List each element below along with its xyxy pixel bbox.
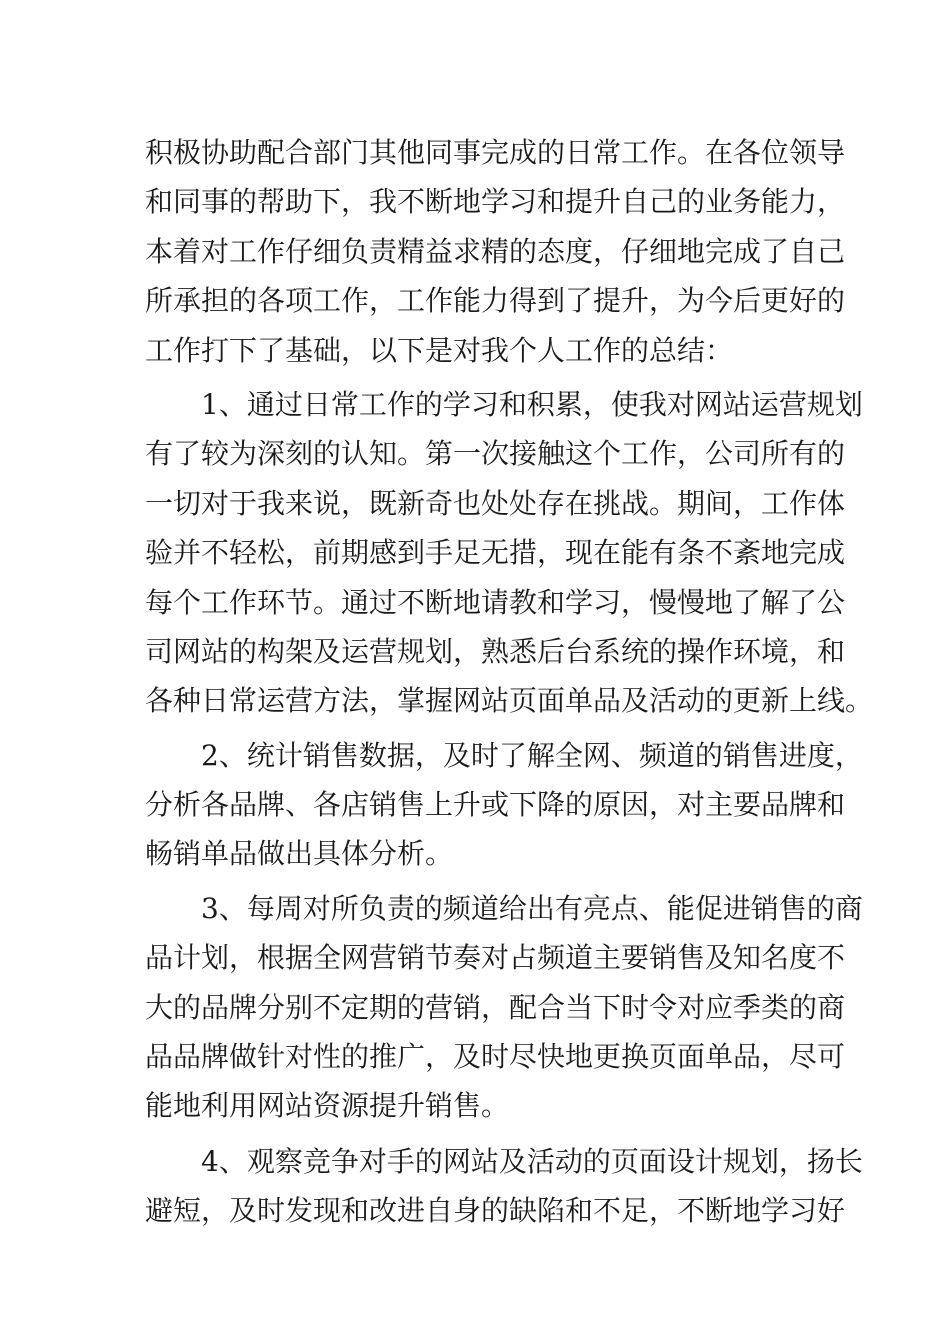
text-line: 分析各品牌、各店销售上升或下降的原因，对主要品牌和 — [145, 788, 846, 822]
body-text — [145, 128, 874, 1236]
text-line: 工作打下了基础，以下是对我个人工作的总结： — [145, 333, 734, 367]
text-line: 有了较为深刻的认知。第一次接触这个工作，公司所有的 — [145, 437, 846, 471]
text-line: 避短，及时发现和改进自身的缺陷和不足，不断地学习好 — [145, 1194, 846, 1228]
text-line: 所承担的各项工作，工作能力得到了提升，为今后更好的 — [145, 284, 846, 318]
text-line: 品计划，根据全网营销节奏对占频道主要销售及知名度不 — [145, 941, 846, 975]
text-line: 积极协助配合部门其他同事完成的日常工作。在各位领导 — [145, 136, 846, 169]
text-line: 2、统计销售数据，及时了解全网、频道的销售进度， — [201, 738, 863, 772]
text-line: 司网站的构架及运营规划，熟悉后台系统的操作环境，和 — [145, 634, 846, 668]
text-line: 畅销单品做出具体分析。 — [145, 837, 454, 871]
text-line: 品品牌做针对性的推广，及时尽快地更换页面单品，尽可 — [145, 1040, 846, 1074]
text-line: 1、通过日常工作的学习和积累，使我对网站运营规划 — [201, 387, 863, 421]
text-line: 和同事的帮助下，我不断地学习和提升自己的业务能力， — [145, 185, 846, 219]
text-line: 每个工作环节。通过不断地请教和学习，慢慢地了解了公 — [145, 585, 846, 619]
text-line: 能地利用网站资源提升销售。 — [145, 1089, 510, 1123]
text-line: 大的品牌分别不定期的营销，配合当下时令对应季类的商 — [145, 990, 846, 1024]
text-line: 一切对于我来说，既新奇也处处存在挑战。期间，工作体 — [145, 486, 846, 520]
text-line: 本着对工作仔细负责精益求精的态度，仔细地完成了自己 — [145, 234, 846, 268]
text-line: 4、观察竞争对手的网站及活动的页面设计规划，扬长 — [201, 1144, 863, 1178]
text-line: 3、每周对所负责的频道给出有亮点、能促进销售的商 — [201, 891, 863, 925]
text-line: 验并不轻松，前期感到手足无措，现在能有条不紊地完成 — [145, 536, 846, 570]
text-line: 各种日常运营方法，掌握网站页面单品及活动的更新上线。 — [145, 684, 874, 718]
